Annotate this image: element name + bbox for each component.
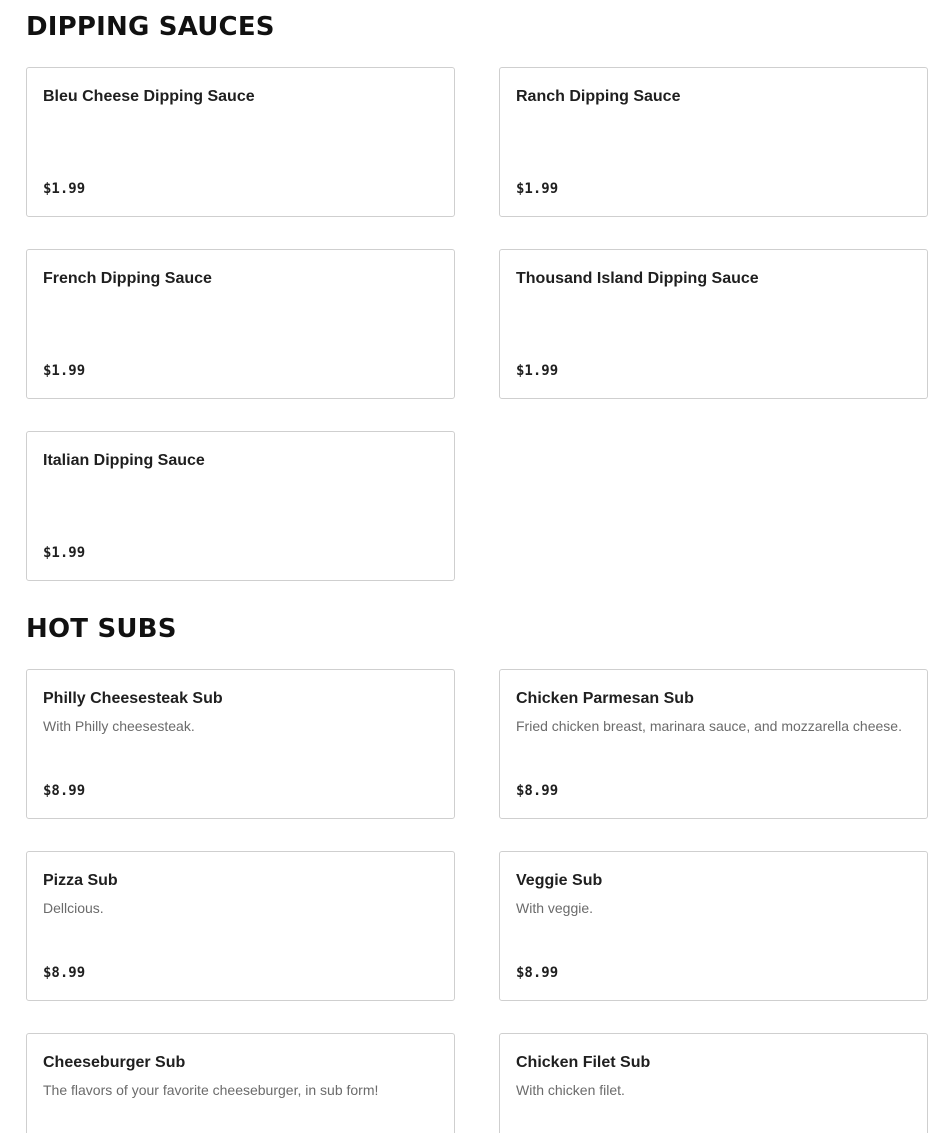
menu-item-name: Veggie Sub — [516, 872, 603, 889]
menu-item-name: Pizza Sub — [43, 872, 118, 889]
menu-item-name: Chicken Parmesan Sub — [516, 690, 694, 707]
section-title-hot-subs: HOT SUBS — [26, 614, 177, 644]
menu-item-card[interactable] — [499, 669, 928, 819]
menu-item-description: With chicken filet. — [516, 1082, 625, 1098]
menu-item-price: $1.99 — [516, 363, 559, 379]
menu-item-description: With Philly cheesesteak. — [43, 718, 195, 734]
menu-item-name: Cheeseburger Sub — [43, 1054, 186, 1071]
menu-item-card[interactable] — [499, 851, 928, 1001]
menu-item-description: The flavors of your favorite cheeseburger, in sub form! — [43, 1082, 379, 1098]
menu-item-card[interactable] — [26, 851, 455, 1001]
menu-item-price: $8.99 — [43, 965, 86, 981]
menu-item-price: $1.99 — [43, 363, 86, 379]
menu-item-card[interactable] — [26, 1033, 455, 1133]
menu-item-card[interactable] — [26, 249, 455, 399]
menu-item-price: $1.99 — [43, 181, 86, 197]
menu-item-description: Dellcious. — [43, 900, 104, 916]
menu-item-price: $1.99 — [516, 181, 559, 197]
menu-item-description: With veggie. — [516, 900, 594, 916]
menu-item-name: French Dipping Sauce — [43, 270, 212, 287]
menu-item-price: $8.99 — [516, 783, 559, 799]
menu-item-card[interactable] — [499, 1033, 928, 1133]
section-title-dipping-sauces: DIPPING SAUCES — [26, 12, 275, 42]
menu-item-name: Ranch Dipping Sauce — [516, 88, 681, 105]
menu-item-description: Fried chicken breast, marinara sauce, and mozzarella cheese. — [516, 718, 902, 734]
menu-item-card[interactable] — [26, 67, 455, 217]
menu-item-name: Thousand Island Dipping Sauce — [516, 270, 759, 287]
menu-item-price: $8.99 — [43, 783, 86, 799]
menu-item-card[interactable] — [26, 669, 455, 819]
menu-item-name: Philly Cheesesteak Sub — [43, 690, 223, 707]
menu-item-card[interactable] — [499, 249, 928, 399]
menu-item-name: Chicken Filet Sub — [516, 1054, 651, 1071]
menu-item-price: $1.99 — [43, 545, 86, 561]
menu-item-price: $8.99 — [516, 965, 559, 981]
menu-item-card[interactable] — [26, 431, 455, 581]
menu-item-name: Italian Dipping Sauce — [43, 452, 205, 469]
menu-item-name: Bleu Cheese Dipping Sauce — [43, 88, 255, 105]
menu-item-card[interactable] — [499, 67, 928, 217]
